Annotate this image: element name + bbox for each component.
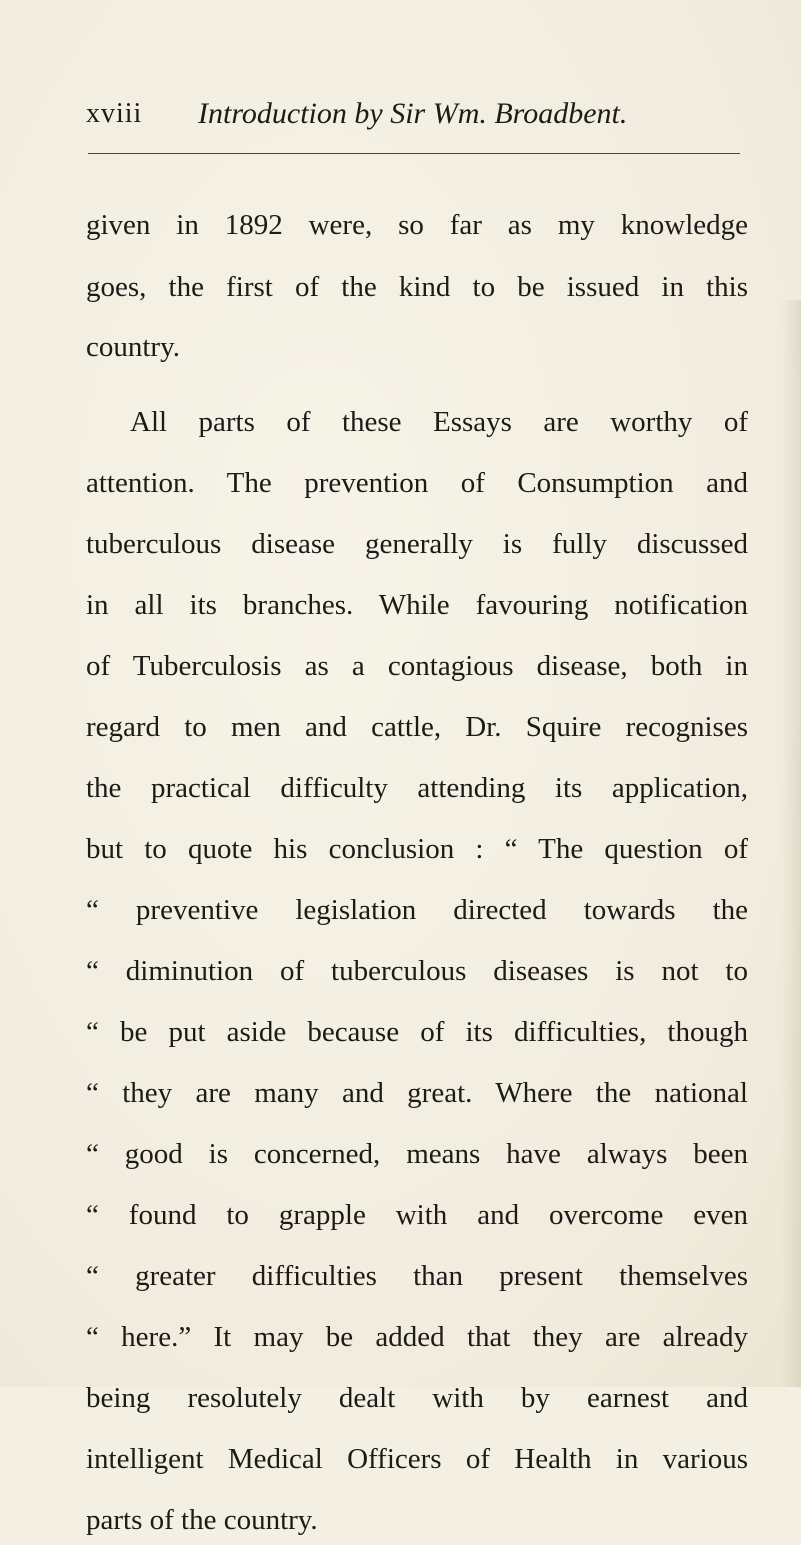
text-line: of Tuberculosis as a contagious disease, both in: [86, 650, 748, 682]
text-line: “ good is concerned, means have always been: [86, 1138, 748, 1170]
text-line: “ preventive legislation directed towards the: [86, 894, 748, 926]
text-line: but to quote his conclusion : “ The question of: [86, 833, 748, 865]
paragraph-first-line: [86, 397, 748, 447]
page-edge-shadow: [781, 300, 801, 1387]
text-line: “ diminution of tuberculous diseases is not to: [86, 955, 748, 987]
text-line: parts of the country.: [86, 1504, 318, 1536]
text-line: in all its branches. While favouring notification: [86, 589, 748, 621]
text-line: “ be put aside because of its difficulties, though: [86, 1016, 748, 1048]
page-number: xviii: [86, 98, 143, 129]
running-header: [86, 92, 786, 136]
text-line: regard to men and cattle, Dr. Squire recognises: [86, 711, 748, 743]
text-line: “ greater difficulties than present themselves: [86, 1260, 748, 1292]
text-line: goes, the first of the kind to be issued in this: [86, 271, 748, 303]
text-line: “ they are many and great. Where the national: [86, 1077, 748, 1109]
text-line: tuberculous disease generally is fully discussed: [86, 528, 748, 560]
text-line: being resolutely dealt with by earnest and: [86, 1382, 748, 1414]
text-line: All parts of these Essays are worthy of: [130, 406, 748, 438]
text-line: given in 1892 were, so far as my knowledge: [86, 209, 748, 241]
text-line: “ here.” It may be added that they are already: [86, 1321, 748, 1353]
text-line: the practical difficulty attending its application,: [86, 772, 748, 804]
text-line: “ found to grapple with and overcome even: [86, 1199, 748, 1231]
text-line: intelligent Medical Officers of Health in various: [86, 1443, 748, 1475]
header-rule: [88, 153, 740, 154]
text-line: country.: [86, 331, 180, 363]
text-line: attention. The prevention of Consumption and: [86, 467, 748, 499]
running-title: Introduction by Sir Wm. Broadbent.: [198, 97, 628, 130]
